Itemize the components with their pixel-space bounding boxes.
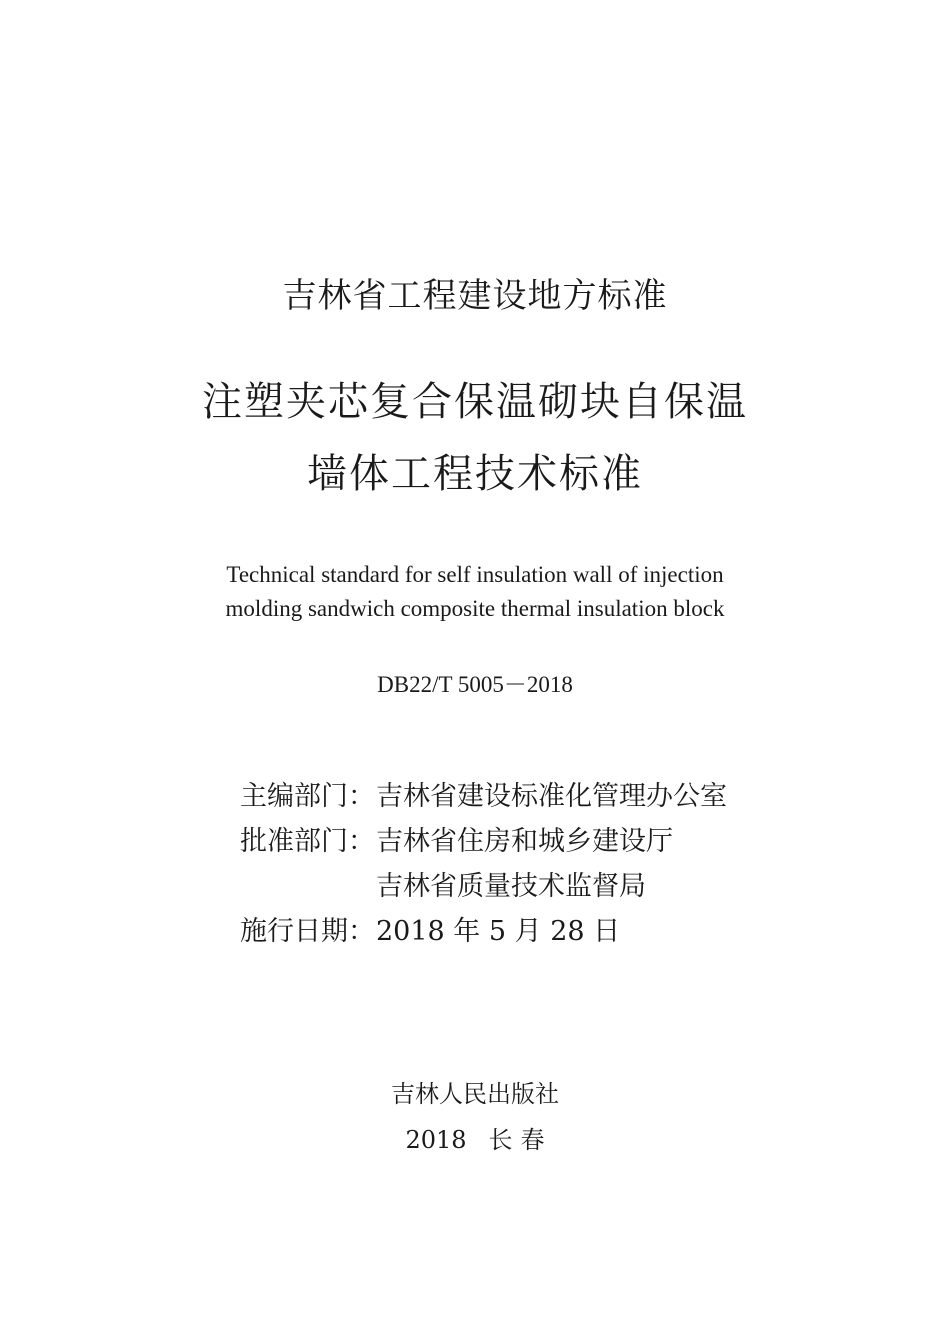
approver-label-spacer bbox=[240, 864, 376, 909]
title-line-2: 墙体工程技术标准 bbox=[307, 451, 643, 497]
standard-info-block bbox=[240, 774, 727, 954]
city-char-1: 长 bbox=[488, 1126, 513, 1154]
effective-date-row bbox=[240, 909, 727, 954]
publication-year-city bbox=[0, 1120, 950, 1155]
title-line-1: 注塑夹芯复合保温砌块自保温 bbox=[202, 379, 748, 425]
english-title-line-1: Technical standard for self insulation wall of injection bbox=[226, 562, 724, 587]
standard-series: 吉林省工程建设地方标准 bbox=[282, 276, 668, 316]
editor-label: 主编部门： bbox=[240, 781, 375, 812]
editor-row bbox=[240, 774, 727, 819]
approver-row-2 bbox=[240, 864, 727, 909]
publisher: 吉林人民出版社 bbox=[391, 1080, 559, 1108]
effective-date-label: 施行日期： bbox=[240, 916, 375, 947]
approver-value-1: 吉林省住房和城乡建设厅 bbox=[376, 826, 673, 857]
approver-value-2: 吉林省质量技术监督局 bbox=[376, 871, 646, 902]
city-char-2: 春 bbox=[520, 1126, 545, 1154]
editor-value: 吉林省建设标准化管理办公室 bbox=[376, 781, 727, 812]
publication-year: 2018 bbox=[405, 1126, 467, 1154]
approver-row bbox=[240, 819, 727, 864]
standard-code: DB22/T 5005－2018 bbox=[377, 672, 573, 697]
approver-label: 批准部门： bbox=[240, 826, 375, 857]
english-title-line-2: molding sandwich composite thermal insulation block bbox=[225, 596, 725, 621]
effective-date-value: 2018 年 5 月 28 日 bbox=[376, 916, 621, 947]
